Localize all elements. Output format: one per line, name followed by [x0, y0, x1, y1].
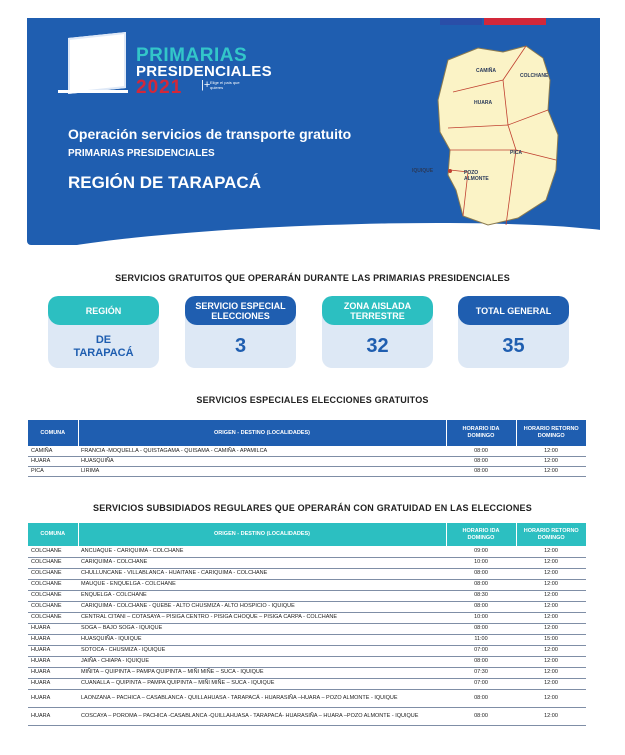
- cell-horario-retorno: 12:00: [516, 656, 586, 667]
- table-row: [28, 645, 586, 656]
- cell-horario-retorno: 12:00: [516, 601, 586, 612]
- cell-comuna: PICA: [28, 466, 78, 476]
- cell-comuna: COLCHANE: [28, 546, 78, 557]
- cell-horario-retorno: 12:00: [516, 568, 586, 579]
- special-services-title: SERVICIOS ESPECIALES ELECCIONES GRATUITOS: [196, 395, 429, 405]
- cell-comuna: HUARA: [28, 623, 78, 634]
- cell-origen-destino: COSCAYA – POROMA – PACHICA -CASABLANCA -QUILLAHUASA - TARAPACÁ- HUARASIÑA – HUARA –POZO ALMONTE - IQUIQUE: [78, 707, 446, 725]
- special-services-table: [28, 420, 586, 477]
- logo-underline: [58, 90, 128, 93]
- special-table-header: [28, 420, 586, 446]
- cell-horario-ida: 09:00: [446, 546, 516, 557]
- logo-slogan: Elige el país que quieres: [210, 80, 240, 90]
- cell-horario-ida: 08:30: [446, 590, 516, 601]
- cell-comuna: HUARA: [28, 634, 78, 645]
- card-total-value: 35: [502, 335, 525, 357]
- cell-horario-retorno: 12:00: [516, 707, 586, 725]
- card-special-label: SERVICIO ESPECIAL ELECCIONES: [185, 296, 296, 325]
- table-row: [28, 601, 586, 612]
- cell-comuna: COLCHANE: [28, 557, 78, 568]
- col-origen-destino: ORIGEN - DESTINO (LOCALIDADES): [78, 523, 446, 546]
- cell-origen-destino: SOGA – BAJO SOGA - IQUIQUE: [78, 623, 446, 634]
- table-row: [28, 456, 586, 466]
- cell-horario-retorno: 12:00: [516, 590, 586, 601]
- regular-table-header: [28, 523, 586, 546]
- cell-origen-destino: ENQUELGA - COLCHANE: [78, 590, 446, 601]
- cell-origen-destino: SOTOCA - CHUSMIZA - IQUIQUE: [78, 645, 446, 656]
- card-region-label: REGIÓN: [48, 296, 159, 325]
- table-row: [28, 707, 586, 725]
- map-label-iquique: IQUIQUE: [412, 168, 434, 174]
- logo-line-1: PRIMARIAS: [136, 45, 248, 66]
- cell-horario-ida: 08:00: [446, 456, 516, 466]
- col-comuna: COMUNA: [28, 420, 78, 446]
- table-row: [28, 667, 586, 678]
- cell-comuna: CAMIÑA: [28, 446, 78, 456]
- cell-origen-destino: FRANCIA -MOQUELLA - QUISTAGAMA - QUISAMA - CAMIÑA - APAMILCA: [78, 446, 446, 456]
- cell-horario-ida: 07:00: [446, 678, 516, 689]
- cell-comuna: HUARA: [28, 645, 78, 656]
- summary-title: SERVICIOS GRATUITOS QUE OPERARÁN DURANTE LAS PRIMARIAS PRESIDENCIALES: [115, 273, 510, 283]
- cell-horario-retorno: 12:00: [516, 689, 586, 707]
- cell-origen-destino: MIÑITA – QUIPINTA – PAMPA QUIPINTA – MIÑI MIÑE – SUCA - IQUIQUE: [78, 667, 446, 678]
- col-horario-retorno: HORARIO RETORNO DOMINGO: [516, 523, 586, 546]
- col-horario-ida: HORARIO IDA DOMINGO: [446, 523, 516, 546]
- card-region: [48, 296, 159, 368]
- table-row: [28, 557, 586, 568]
- cell-origen-destino: CUANALLA – QUIPINTA – PAMPA QUIPINTA – MIÑI MIÑE – SUCA - IQUIQUE: [78, 678, 446, 689]
- col-origen-destino: ORIGEN - DESTINO (LOCALIDADES): [78, 420, 446, 446]
- map-label-camina: CAMIÑA: [476, 68, 496, 74]
- cell-comuna: HUARA: [28, 656, 78, 667]
- cell-horario-ida: 08:00: [446, 601, 516, 612]
- cell-horario-ida: 08:00: [446, 446, 516, 456]
- region-map: [408, 40, 568, 230]
- cell-horario-retorno: 12:00: [516, 612, 586, 623]
- ballot-logo-icon: [68, 32, 126, 94]
- cell-horario-ida: 08:00: [446, 623, 516, 634]
- table-row: [28, 446, 586, 456]
- card-isolated-zone: [322, 296, 433, 368]
- cell-comuna: HUARA: [28, 456, 78, 466]
- cell-origen-destino: HUASQUIÑA - IQUIQUE: [78, 634, 446, 645]
- logo-line-3: 2021: [136, 77, 183, 98]
- page-subtitle: PRIMARIAS PRESIDENCIALES: [68, 148, 215, 159]
- table-row: [28, 590, 586, 601]
- card-isolated-label: ZONA AISLADA TERRESTRE: [322, 296, 433, 325]
- table-row: [28, 466, 586, 476]
- table-row: [28, 678, 586, 689]
- map-label-colchane: COLCHANE: [520, 73, 549, 79]
- col-comuna: COMUNA: [28, 523, 78, 546]
- card-special-value: 3: [234, 335, 247, 357]
- table-row: [28, 656, 586, 667]
- col-horario-retorno: HORARIO RETORNO DOMINGO: [516, 420, 586, 446]
- table-row: [28, 689, 586, 707]
- cell-horario-retorno: 12:00: [516, 678, 586, 689]
- cell-horario-retorno: 12:00: [516, 456, 586, 466]
- flag-stripes: [440, 18, 560, 25]
- cell-horario-retorno: 12:00: [516, 466, 586, 476]
- cell-horario-retorno: 12:00: [516, 446, 586, 456]
- cell-origen-destino: MAUQUE - ENQUELGA - COLCHANE: [78, 579, 446, 590]
- region-title: REGIÓN DE TARAPACÁ: [68, 173, 261, 192]
- cell-origen-destino: CENTRAL CITANI – COTASAYA – PISIGA CENTRO - PISIGA CHOQUE – PISIGA CARPA - COLCHANE: [78, 612, 446, 623]
- table-row: [28, 546, 586, 557]
- cell-comuna: COLCHANE: [28, 568, 78, 579]
- cell-origen-destino: CHULLUNCANE - VILLABLANCA - HUAITANE - CARIQUIMA - COLCHANE: [78, 568, 446, 579]
- cell-horario-ida: 08:00: [446, 466, 516, 476]
- card-special-service: [185, 296, 296, 368]
- flag-stripe-red: [484, 18, 546, 25]
- col-horario-ida: HORARIO IDA DOMINGO: [446, 420, 516, 446]
- logo-plus-icon: |+: [201, 79, 211, 91]
- map-label-huara: HUARA: [474, 100, 493, 106]
- cell-horario-ida: 08:00: [446, 689, 516, 707]
- cell-origen-destino: HUASQUIÑA: [78, 456, 446, 466]
- map-label-pica: PICA: [510, 150, 522, 156]
- regular-services-title: SERVICIOS SUBSIDIADOS REGULARES QUE OPERARÁN CON GRATUIDAD EN LAS ELECCIONES: [93, 503, 532, 513]
- cell-origen-destino: LAONZANA – PACHICA – CASABLANCA - QUILLAHUASA - TARAPACÁ - HUARASIÑA –HUARA – POZO ALMONTE - IQUIQUE: [78, 689, 446, 707]
- cell-comuna: HUARA: [28, 689, 78, 707]
- card-total: [458, 296, 569, 368]
- table-row: [28, 579, 586, 590]
- cell-horario-ida: 08:00: [446, 579, 516, 590]
- cell-comuna: HUARA: [28, 678, 78, 689]
- card-isolated-value: 32: [366, 335, 389, 357]
- cell-comuna: COLCHANE: [28, 612, 78, 623]
- cell-origen-destino: CARIQUIMA - COLCHANE: [78, 557, 446, 568]
- flag-stripe-blue: [440, 18, 482, 25]
- cell-comuna: COLCHANE: [28, 590, 78, 601]
- table-row: [28, 612, 586, 623]
- cell-horario-ida: 08:00: [446, 656, 516, 667]
- logo-line-2: PRESIDENCIALES: [136, 63, 272, 80]
- page-title: Operación servicios de transporte gratuito: [68, 126, 352, 142]
- cell-horario-ida: 08:00: [446, 707, 516, 725]
- cell-horario-retorno: 12:00: [516, 557, 586, 568]
- cell-origen-destino: ANCUAQUE - CARIQUIMA - COLCHANE: [78, 546, 446, 557]
- cell-horario-ida: 07:30: [446, 667, 516, 678]
- cell-comuna: COLCHANE: [28, 601, 78, 612]
- cell-comuna: HUARA: [28, 667, 78, 678]
- cell-origen-destino: JAIÑA - CHIAPA - IQUIQUE: [78, 656, 446, 667]
- map-label-pozo-almonte: POZO ALMONTE: [464, 170, 489, 182]
- cell-comuna: HUARA: [28, 707, 78, 725]
- cell-comuna: COLCHANE: [28, 579, 78, 590]
- cell-horario-retorno: 12:00: [516, 645, 586, 656]
- table-row: [28, 634, 586, 645]
- cell-horario-retorno: 12:00: [516, 546, 586, 557]
- cell-horario-retorno: 12:00: [516, 667, 586, 678]
- card-region-value: DE TARAPACÁ: [73, 333, 134, 359]
- cell-horario-retorno: 15:00: [516, 634, 586, 645]
- cell-horario-ida: 07:00: [446, 645, 516, 656]
- cell-origen-destino: CARIQUIMA - COLCHANE - QUEBE - ALTO CHUSMIZA - ALTO HOSPICIO - IQUIQUE: [78, 601, 446, 612]
- table-row: [28, 568, 586, 579]
- cell-horario-ida: 08:00: [446, 568, 516, 579]
- cell-horario-ida: 10:00: [446, 557, 516, 568]
- cell-horario-retorno: 12:00: [516, 579, 586, 590]
- cell-horario-retorno: 12:00: [516, 623, 586, 634]
- cell-origen-destino: LIRIMA: [78, 466, 446, 476]
- cell-horario-ida: 10:00: [446, 612, 516, 623]
- regular-services-table: [28, 523, 586, 726]
- card-total-label: TOTAL GENERAL: [458, 296, 569, 325]
- table-row: [28, 623, 586, 634]
- cell-horario-ida: 11:00: [446, 634, 516, 645]
